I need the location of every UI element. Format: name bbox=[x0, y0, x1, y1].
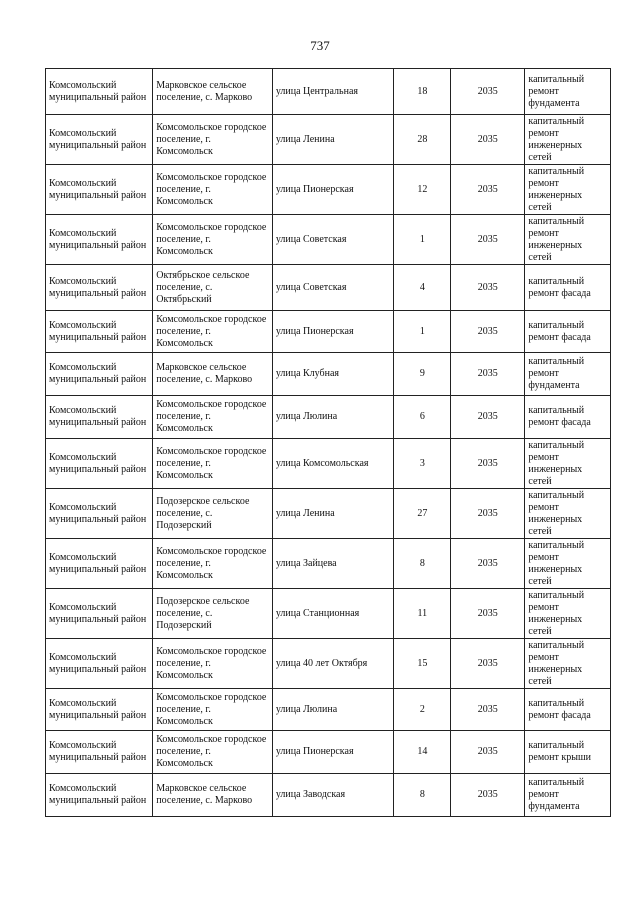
table-row bbox=[46, 731, 611, 774]
house-number-cell: 1 bbox=[394, 311, 451, 353]
district-cell: Комсомольский муниципальный район bbox=[46, 731, 153, 774]
house-number-cell: 27 bbox=[394, 489, 451, 539]
district-cell: Комсомольский муниципальный район bbox=[46, 115, 153, 165]
house-number-cell: 1 bbox=[394, 215, 451, 265]
table-row bbox=[46, 311, 611, 353]
street-cell: улица Пионерская bbox=[272, 731, 394, 774]
work-type-cell: капитальный ремонт фасада bbox=[525, 396, 611, 439]
work-type-cell: капитальный ремонт инженерных сетей bbox=[525, 215, 611, 265]
table-row bbox=[46, 689, 611, 731]
year-cell: 2035 bbox=[451, 639, 525, 689]
work-type-cell: капитальный ремонт инженерных сетей bbox=[525, 539, 611, 589]
work-type-cell: капитальный ремонт фасада bbox=[525, 311, 611, 353]
year-cell: 2035 bbox=[451, 439, 525, 489]
settlement-cell: Комсомольское городское поселение, г. Комсомольск bbox=[153, 396, 273, 439]
district-cell: Комсомольский муниципальный район bbox=[46, 215, 153, 265]
table-row bbox=[46, 396, 611, 439]
table-row bbox=[46, 69, 611, 115]
table-row bbox=[46, 265, 611, 311]
district-cell: Комсомольский муниципальный район bbox=[46, 539, 153, 589]
house-number-cell: 11 bbox=[394, 589, 451, 639]
work-type-cell: капитальный ремонт фундамента bbox=[525, 353, 611, 396]
housing-repair-table bbox=[45, 68, 611, 817]
district-cell: Комсомольский муниципальный район bbox=[46, 774, 153, 817]
year-cell: 2035 bbox=[451, 489, 525, 539]
street-cell: улица Ленина bbox=[272, 115, 394, 165]
settlement-cell: Комсомольское городское поселение, г. Комсомольск bbox=[153, 731, 273, 774]
work-type-cell: капитальный ремонт инженерных сетей bbox=[525, 115, 611, 165]
year-cell: 2035 bbox=[451, 396, 525, 439]
work-type-cell: капитальный ремонт инженерных сетей bbox=[525, 639, 611, 689]
house-number-cell: 18 bbox=[394, 69, 451, 115]
table-row bbox=[46, 539, 611, 589]
work-type-cell: капитальный ремонт инженерных сетей bbox=[525, 489, 611, 539]
table-row bbox=[46, 589, 611, 639]
work-type-cell: капитальный ремонт инженерных сетей bbox=[525, 589, 611, 639]
work-type-cell: капитальный ремонт фасада bbox=[525, 265, 611, 311]
house-number-cell: 28 bbox=[394, 115, 451, 165]
district-cell: Комсомольский муниципальный район bbox=[46, 439, 153, 489]
settlement-cell: Подозерское сельское поселение, с. Подозерский bbox=[153, 589, 273, 639]
settlement-cell: Комсомольское городское поселение, г. Комсомольск bbox=[153, 215, 273, 265]
settlement-cell: Марковское сельское поселение, с. Марково bbox=[153, 69, 273, 115]
work-type-cell: капитальный ремонт фасада bbox=[525, 689, 611, 731]
table-row bbox=[46, 353, 611, 396]
house-number-cell: 8 bbox=[394, 539, 451, 589]
table-row bbox=[46, 439, 611, 489]
year-cell: 2035 bbox=[451, 539, 525, 589]
year-cell: 2035 bbox=[451, 731, 525, 774]
street-cell: улица Пионерская bbox=[272, 165, 394, 215]
district-cell: Комсомольский муниципальный район bbox=[46, 353, 153, 396]
street-cell: улица Зайцева bbox=[272, 539, 394, 589]
street-cell: улица Клубная bbox=[272, 353, 394, 396]
settlement-cell: Октябрьское сельское поселение, с. Октябрьский bbox=[153, 265, 273, 311]
year-cell: 2035 bbox=[451, 69, 525, 115]
street-cell: улица Советская bbox=[272, 265, 394, 311]
work-type-cell: капитальный ремонт фундамента bbox=[525, 69, 611, 115]
street-cell: улица Станционная bbox=[272, 589, 394, 639]
district-cell: Комсомольский муниципальный район bbox=[46, 265, 153, 311]
street-cell: улица 40 лет Октября bbox=[272, 639, 394, 689]
district-cell: Комсомольский муниципальный район bbox=[46, 165, 153, 215]
settlement-cell: Комсомольское городское поселение, г. Комсомольск bbox=[153, 439, 273, 489]
year-cell: 2035 bbox=[451, 165, 525, 215]
work-type-cell: капитальный ремонт крыши bbox=[525, 731, 611, 774]
district-cell: Комсомольский муниципальный район bbox=[46, 589, 153, 639]
settlement-cell: Комсомольское городское поселение, г. Комсомольск bbox=[153, 311, 273, 353]
settlement-cell: Комсомольское городское поселение, г. Комсомольск bbox=[153, 689, 273, 731]
table-row bbox=[46, 215, 611, 265]
street-cell: улица Пионерская bbox=[272, 311, 394, 353]
house-number-cell: 9 bbox=[394, 353, 451, 396]
table-row bbox=[46, 165, 611, 215]
settlement-cell: Комсомольское городское поселение, г. Комсомольск bbox=[153, 165, 273, 215]
settlement-cell: Комсомольское городское поселение, г. Комсомольск bbox=[153, 639, 273, 689]
street-cell: улица Советская bbox=[272, 215, 394, 265]
year-cell: 2035 bbox=[451, 589, 525, 639]
year-cell: 2035 bbox=[451, 774, 525, 817]
house-number-cell: 3 bbox=[394, 439, 451, 489]
district-cell: Комсомольский муниципальный район bbox=[46, 489, 153, 539]
street-cell: улица Ленина bbox=[272, 489, 394, 539]
street-cell: улица Заводская bbox=[272, 774, 394, 817]
house-number-cell: 2 bbox=[394, 689, 451, 731]
table-row bbox=[46, 115, 611, 165]
work-type-cell: капитальный ремонт инженерных сетей bbox=[525, 439, 611, 489]
table-row bbox=[46, 489, 611, 539]
settlement-cell: Подозерское сельское поселение, с. Подозерский bbox=[153, 489, 273, 539]
table-row bbox=[46, 639, 611, 689]
year-cell: 2035 bbox=[451, 215, 525, 265]
street-cell: улица Люлина bbox=[272, 396, 394, 439]
work-type-cell: капитальный ремонт фундамента bbox=[525, 774, 611, 817]
house-number-cell: 15 bbox=[394, 639, 451, 689]
district-cell: Комсомольский муниципальный район bbox=[46, 396, 153, 439]
table-row bbox=[46, 774, 611, 817]
house-number-cell: 6 bbox=[394, 396, 451, 439]
street-cell: улица Люлина bbox=[272, 689, 394, 731]
settlement-cell: Комсомольское городское поселение, г. Комсомольск bbox=[153, 539, 273, 589]
street-cell: улица Центральная bbox=[272, 69, 394, 115]
house-number-cell: 12 bbox=[394, 165, 451, 215]
district-cell: Комсомольский муниципальный район bbox=[46, 639, 153, 689]
house-number-cell: 14 bbox=[394, 731, 451, 774]
house-number-cell: 4 bbox=[394, 265, 451, 311]
settlement-cell: Комсомольское городское поселение, г. Комсомольск bbox=[153, 115, 273, 165]
year-cell: 2035 bbox=[451, 353, 525, 396]
settlement-cell: Марковское сельское поселение, с. Марково bbox=[153, 353, 273, 396]
house-number-cell: 8 bbox=[394, 774, 451, 817]
district-cell: Комсомольский муниципальный район bbox=[46, 689, 153, 731]
page-number: 737 bbox=[310, 38, 330, 53]
street-cell: улица Комсомольская bbox=[272, 439, 394, 489]
year-cell: 2035 bbox=[451, 115, 525, 165]
district-cell: Комсомольский муниципальный район bbox=[46, 311, 153, 353]
work-type-cell: капитальный ремонт инженерных сетей bbox=[525, 165, 611, 215]
settlement-cell: Марковское сельское поселение, с. Марково bbox=[153, 774, 273, 817]
year-cell: 2035 bbox=[451, 689, 525, 731]
district-cell: Комсомольский муниципальный район bbox=[46, 69, 153, 115]
year-cell: 2035 bbox=[451, 311, 525, 353]
year-cell: 2035 bbox=[451, 265, 525, 311]
